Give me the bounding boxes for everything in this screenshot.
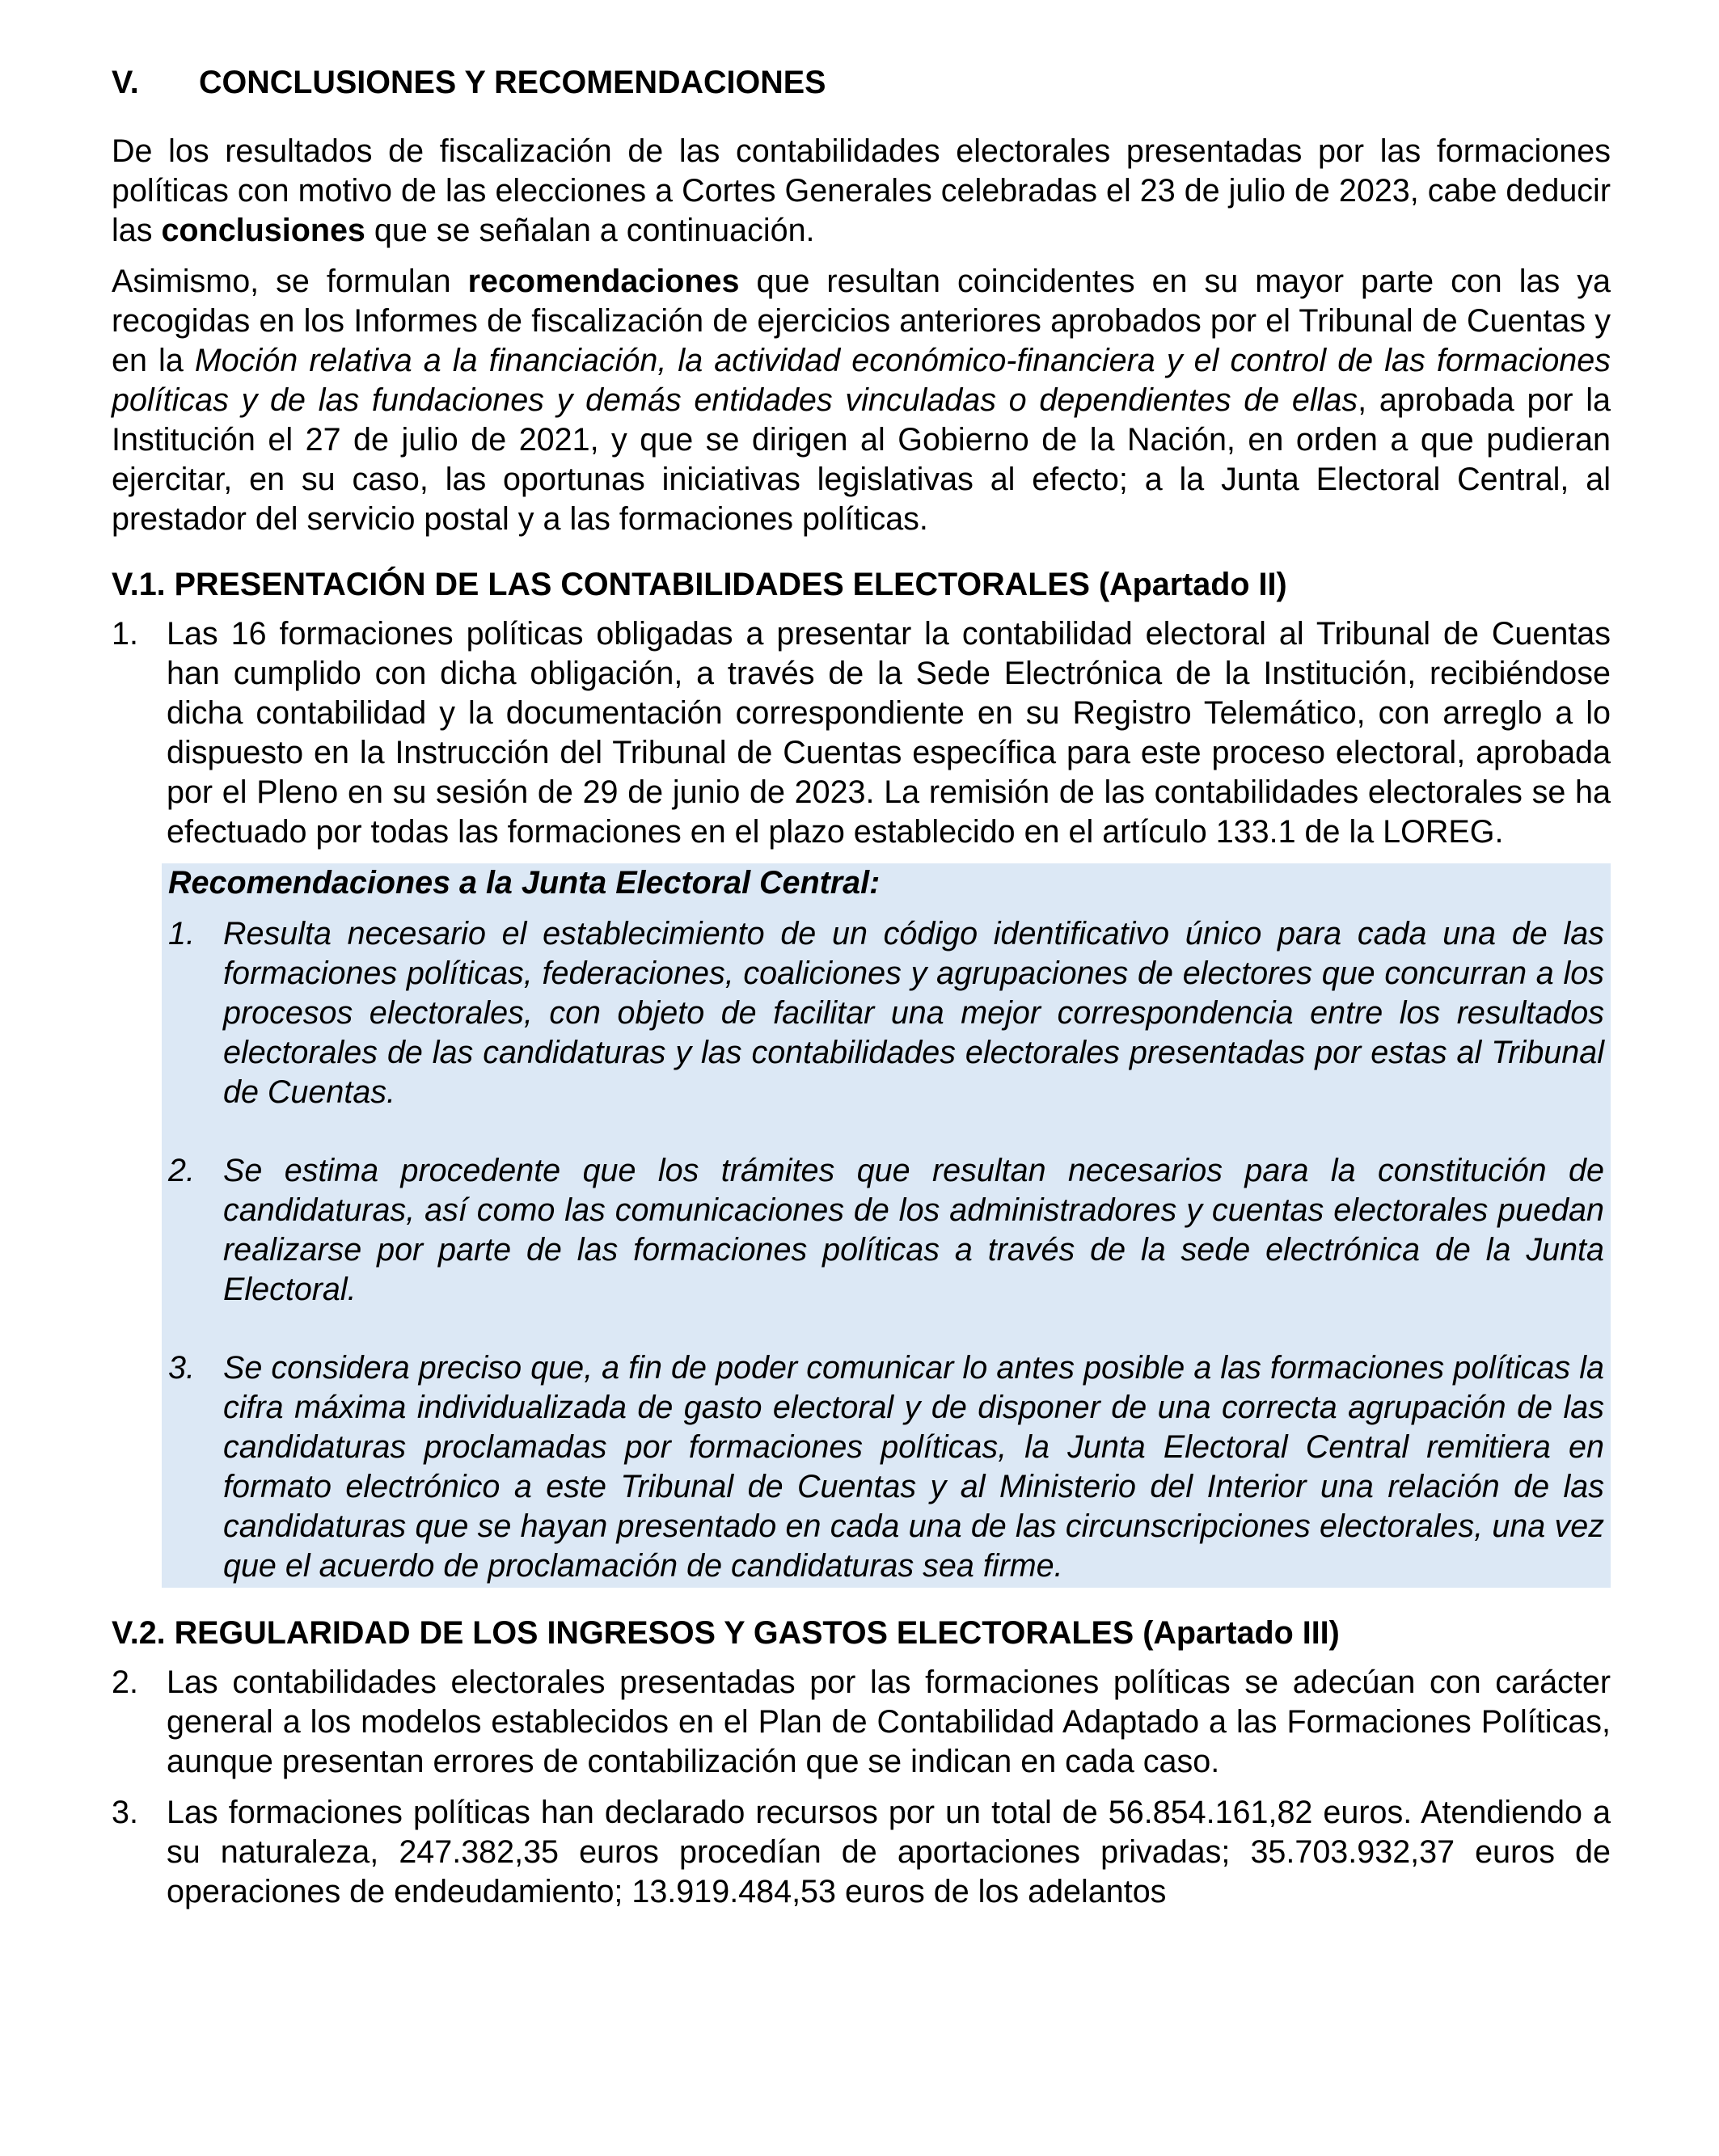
conclusion-text: Las contabilidades electorales presentadas por las formaciones políticas se adecúan con carácter general a los modelos establecidos en el Plan de Contabilidad Adaptado a las Formaciones Políticas, aunque presentan errores de contabilización que se indican en cada caso. <box>167 1664 1611 1779</box>
recommendation-item-3 <box>168 1348 1604 1586</box>
intro-p2-italic: Moción relativa a la financiación, la actividad económico-financiera y el control de las formaciones políticas y de las fundaciones y demás entidades vinculadas o dependientes de ellas <box>112 343 1611 418</box>
conclusion-number: 1. <box>112 616 138 652</box>
section-number: V. <box>112 65 139 100</box>
recommendation-number: 2. <box>168 1153 195 1188</box>
intro-p1-text-a: De los resultados de fiscalización de las contabilidades electorales presentadas por las formaciones políticas con motivo de las elecciones a Cortes Generales celebradas el 23 de julio de 2023, cabe deducir las <box>112 133 1611 248</box>
recommendation-text: Se considera preciso que, a fin de poder comunicar lo antes posible a las formaciones políticas la cifra máxima individualizada de gasto electoral y de disponer de una correcta agrupación de las candidaturas proclamadas por formaciones políticas, la Junta Electoral Central remitiera en formato electrónico a este Tribunal de Cuentas y al Ministerio del Interior una relación de las candidaturas que se hayan presentado en cada una de las circunscripciones electorales, una vez que el acuerdo de proclamación de candidaturas sea firme. <box>223 1350 1604 1584</box>
recommendation-item-1 <box>168 914 1604 1112</box>
recommendation-text: Se estima procedente que los trámites que resultan necesarios para la constitución de candidaturas, así como las comunicaciones de los administradores y cuentas electorales puedan realizarse por parte de las formaciones políticas a través de la sede electrónica de la Junta Electoral. <box>223 1153 1604 1307</box>
intro-p1-bold: conclusiones <box>161 213 365 248</box>
recommendation-number: 1. <box>168 916 195 951</box>
intro-p2-text-b: que resultan coincidentes en su mayor parte con las ya recogidas en los Informes de fiscalización de ejercicios anteriores aprobados por el Tribunal de Cuentas y en la <box>112 264 1611 378</box>
section-heading <box>112 63 1611 103</box>
intro-p2-text-c: , aprobada por la Institución el 27 de julio de 2021, y que se dirigen al Gobierno de la Nación, en orden a que pudieran ejercitar, en su caso, las oportunas iniciativas legislativas al efecto; a la Junta Electoral Central, al prestador del servicio postal y a las formaciones políticas. <box>112 382 1611 537</box>
intro-p2-bold: recomendaciones <box>467 264 740 299</box>
recommendation-item-2 <box>168 1151 1604 1310</box>
subsection-v1-title: V.1. PRESENTACIÓN DE LAS CONTABILIDADES ELECTORALES (Apartado II) <box>112 567 1287 602</box>
conclusion-text: Las 16 formaciones políticas obligadas a presentar la contabilidad electoral al Tribunal de Cuentas han cumplido con dicha obligación, a través de la Sede Electrónica de la Institución, recibiéndose dicha contabilidad y la documentación correspondiente en su Registro Telemático, con arreglo a lo dispuesto en la Instrucción del Tribunal de Cuentas específica para este proceso electoral, aprobada por el Pleno en su sesión de 29 de junio de 2023. La remisión de las contabilidades electorales se ha efectuado por todas las formaciones en el plazo establecido en el artículo 133.1 de la LOREG. <box>167 616 1611 850</box>
intro-paragraph-1 <box>112 132 1611 251</box>
recommendations-title: Recomendaciones a la Junta Electoral Central: <box>168 865 881 901</box>
intro-p1-text-b: que se señalan a continuación. <box>365 213 815 248</box>
subsection-v2-title: V.2. REGULARIDAD DE LOS INGRESOS Y GASTOS ELECTORALES (Apartado III) <box>112 1615 1340 1651</box>
recommendations-box <box>162 863 1611 1588</box>
section-title: CONCLUSIONES Y RECOMENDACIONES <box>199 65 826 100</box>
conclusion-item-1 <box>112 614 1611 852</box>
conclusion-number: 2. <box>112 1664 138 1700</box>
document-page <box>112 63 1611 1923</box>
conclusion-item-2 <box>112 1663 1611 1782</box>
conclusion-item-3 <box>112 1793 1611 1912</box>
intro-p2-text-a: Asimismo, se formulan <box>112 264 468 299</box>
intro-paragraph-2 <box>112 262 1611 539</box>
conclusion-number: 3. <box>112 1795 138 1830</box>
recommendation-number: 3. <box>168 1350 195 1386</box>
conclusion-text: Las formaciones políticas han declarado recursos por un total de 56.854.161,82 euros. Atendiendo a su naturaleza, 247.382,35 euros procedían de aportaciones privadas; 35.703.932,37 euros de operaciones de endeudamiento; 13.919.484,53 euros de los adelantos <box>167 1795 1611 1909</box>
recommendation-text: Resulta necesario el establecimiento de un código identificativo único para cada una de las formaciones políticas, federaciones, coaliciones y agrupaciones de electores que concurran a los procesos electorales, con objeto de facilitar una mejor correspondencia entre los resultados electorales de las candidaturas y las contabilidades electorales presentadas por estas al Tribunal de Cuentas. <box>223 916 1604 1110</box>
